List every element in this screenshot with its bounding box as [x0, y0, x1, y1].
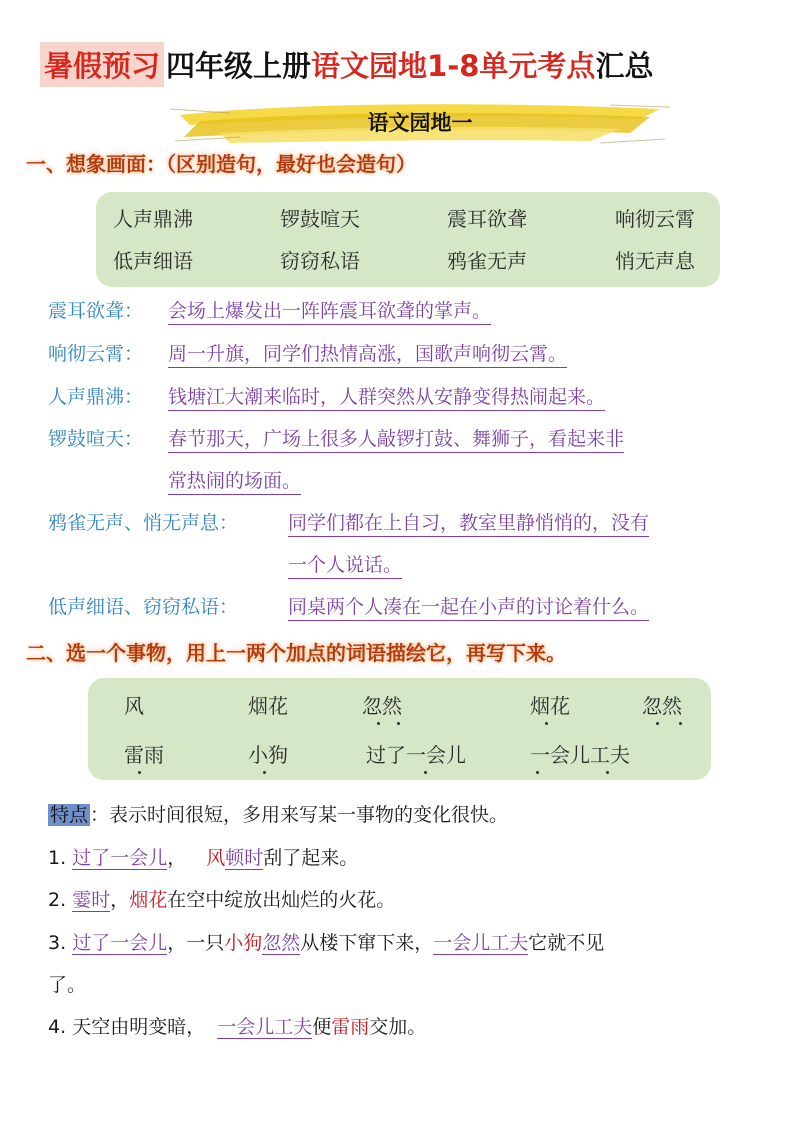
word-item: 忽然	[362, 694, 402, 718]
example-sentence: 同学们都在上自习，教室里静悄悄的，没有	[288, 508, 649, 537]
example-sentence-cont: 常热闹的场面。	[168, 466, 301, 495]
time-phrase: 一会儿工夫	[217, 1016, 313, 1038]
example-item-4	[48, 1012, 426, 1039]
word-item: 烟花	[530, 694, 570, 718]
emphasis-dot	[377, 722, 380, 725]
time-phrase: 过了一会儿	[72, 847, 168, 869]
page-title	[40, 38, 653, 90]
item-number: 3.	[48, 932, 67, 954]
section-heading-2: 二、选一个事物，用上一两个加点的词语描绘它，再写下来。	[26, 641, 566, 665]
item-text: 刮了起来。	[263, 847, 359, 869]
item-text: ，	[167, 847, 187, 869]
feature-line	[48, 800, 508, 827]
feature-text: ：表示时间很短，多用来写某一事物的变化很快。	[90, 804, 509, 826]
banner-title: 语文园地一	[367, 111, 473, 135]
example-term: 震耳欲聋：	[48, 300, 144, 322]
word-item: 人声鼎沸	[113, 207, 193, 231]
item-number: 2.	[48, 889, 67, 911]
title-summary: 汇总	[595, 48, 654, 83]
item-text: 天空由明变暗，	[72, 1016, 206, 1038]
emphasis-dot	[656, 722, 659, 725]
time-phrase: 顿时	[225, 847, 264, 869]
emphasis-dot	[536, 771, 539, 774]
word-item: 响彻云霄	[615, 207, 695, 231]
example-term: 锣鼓喧天：	[48, 428, 144, 450]
word-box-1	[96, 192, 720, 287]
emphasis-dot	[263, 771, 266, 774]
word-item: 忽然	[642, 694, 682, 718]
word-item: 窃窃私语	[280, 249, 360, 273]
word-item: 低声细语	[113, 249, 193, 273]
item-number: 4.	[48, 1016, 67, 1038]
emphasis-dot	[138, 771, 141, 774]
emphasis-dot	[606, 771, 609, 774]
item-text: ，一只	[167, 932, 225, 954]
word-item: 震耳欲聋	[447, 207, 527, 231]
example-item-1	[48, 843, 358, 870]
example-item-3	[48, 928, 604, 955]
subject-word: 小狗	[224, 932, 263, 954]
item-text: 从楼下窜下来，	[300, 932, 434, 954]
example-term: 响彻云霄：	[48, 343, 144, 365]
feature-label: 特点	[50, 804, 89, 826]
word-item: 小狗	[248, 743, 288, 767]
subject-word: 烟花	[129, 889, 168, 911]
example-term: 人声鼎沸：	[48, 386, 144, 408]
subject-word: 风	[206, 847, 226, 869]
item-text: 在空中绽放出灿烂的火花。	[167, 889, 396, 911]
subject-word: 雷雨	[331, 1016, 370, 1038]
item-text: ，	[110, 889, 130, 911]
example-sentence: 周一升旗，同学们热情高涨，国歌声响彻云霄。	[168, 339, 567, 368]
example-sentence: 春节那天，广场上很多人敲锣打鼓、舞狮子，看起来非	[168, 424, 624, 453]
section-heading-1: 一、想象画面：（区别造句，最好也会造句）	[26, 152, 416, 176]
word-box-2	[88, 678, 711, 780]
item-number: 1.	[48, 847, 67, 869]
example-term: 低声细语、窃窃私语：	[48, 596, 239, 618]
title-topic: 语文园地1-8单元考点	[311, 48, 596, 83]
item-text: 便	[312, 1016, 332, 1038]
emphasis-dot	[545, 722, 548, 725]
time-phrase: 过了一会儿	[72, 932, 168, 954]
emphasis-dot	[397, 722, 400, 725]
word-item: 过了一会儿	[366, 743, 466, 767]
word-item: 锣鼓喧天	[280, 207, 360, 231]
example-sentence: 会场上爆发出一阵阵震耳欲聋的掌声。	[168, 296, 491, 325]
word-item: 一会儿工夫	[530, 743, 630, 767]
example-sentence: 同桌两个人凑在一起在小声的讨论着什么。	[288, 592, 649, 621]
example-item-2	[48, 885, 395, 912]
example-item-3-cont: 了。	[48, 974, 87, 996]
word-item: 风	[124, 694, 144, 718]
item-text: 交加。	[369, 1016, 427, 1038]
example-term: 鸦雀无声、悄无声息：	[48, 512, 239, 534]
item-text: 它就不见	[528, 932, 605, 954]
word-item: 雷雨	[124, 743, 164, 767]
example-sentence: 钱塘江大潮来临时，人群突然从安静变得热闹起来。	[168, 382, 605, 411]
word-item: 烟花	[248, 694, 288, 718]
time-phrase: 一会儿工夫	[433, 932, 529, 954]
time-phrase: 霎时	[72, 889, 111, 911]
time-phrase: 忽然	[262, 932, 301, 954]
title-grade: 四年级上册	[166, 48, 312, 83]
title-tag: 暑假预习	[40, 42, 164, 87]
emphasis-dot	[679, 722, 682, 725]
word-item: 悄无声息	[615, 249, 695, 273]
word-item: 鸦雀无声	[447, 249, 527, 273]
example-sentence-cont: 一个人说话。	[288, 550, 402, 579]
emphasis-dot	[424, 771, 427, 774]
